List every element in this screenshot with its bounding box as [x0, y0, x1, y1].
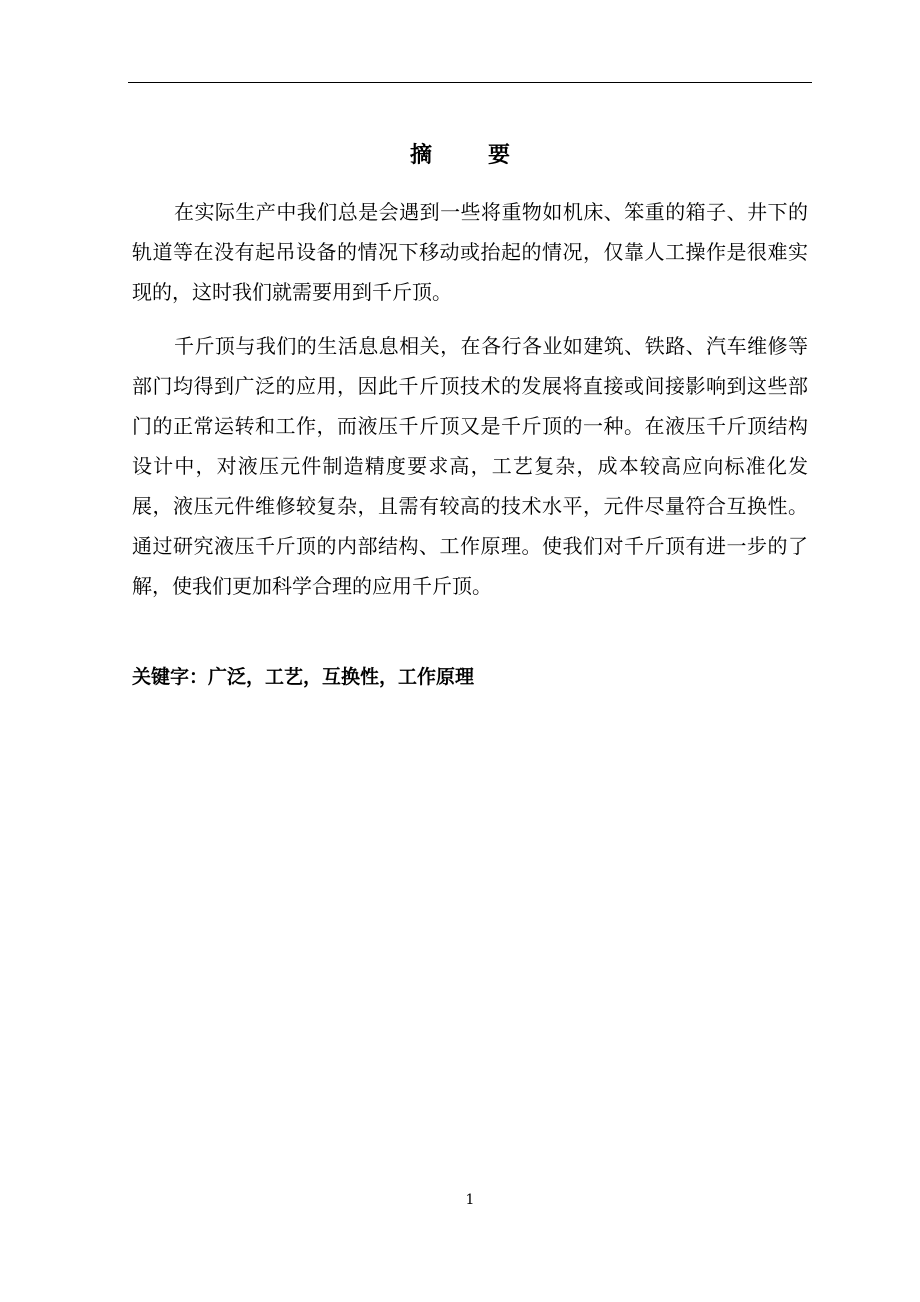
keywords-line: 关键字：广泛，工艺，互换性，工作原理 [132, 666, 475, 688]
page-number: 1 [465, 1192, 475, 1208]
abstract-paragraph-1: 在实际生产中我们总是会遇到一些将重物如机床、笨重的箱子、井下的轨道等在没有起吊设备的情况下移动或抬起的情况，仅靠人工操作是很难实现的，这时我们就需要用到千斤顶。 [132, 200, 808, 304]
abstract-paragraph-2: 千斤顶与我们的生活息息相关，在各行各业如建筑、铁路、汽车维修等部门均得到广泛的应用，因此千斤顶技术的发展将直接或间接影响到这些部门的正常运转和工作，而液压千斤顶又是千斤顶的一种。在液压千斤顶结构设计中，对液压元件制造精度要求高，工艺复杂，成本较高应向标准化发展，液压元件维修较复杂，且需有较高的技术水平，元件尽量符合互换性。通过研究液压千斤顶的内部结构、工作原理。使我们对千斤顶有进一步的了解，使我们更加科学合理的应用千斤顶。 [132, 334, 808, 598]
header-rule [128, 82, 812, 83]
page-title: 摘要 [409, 143, 566, 168]
